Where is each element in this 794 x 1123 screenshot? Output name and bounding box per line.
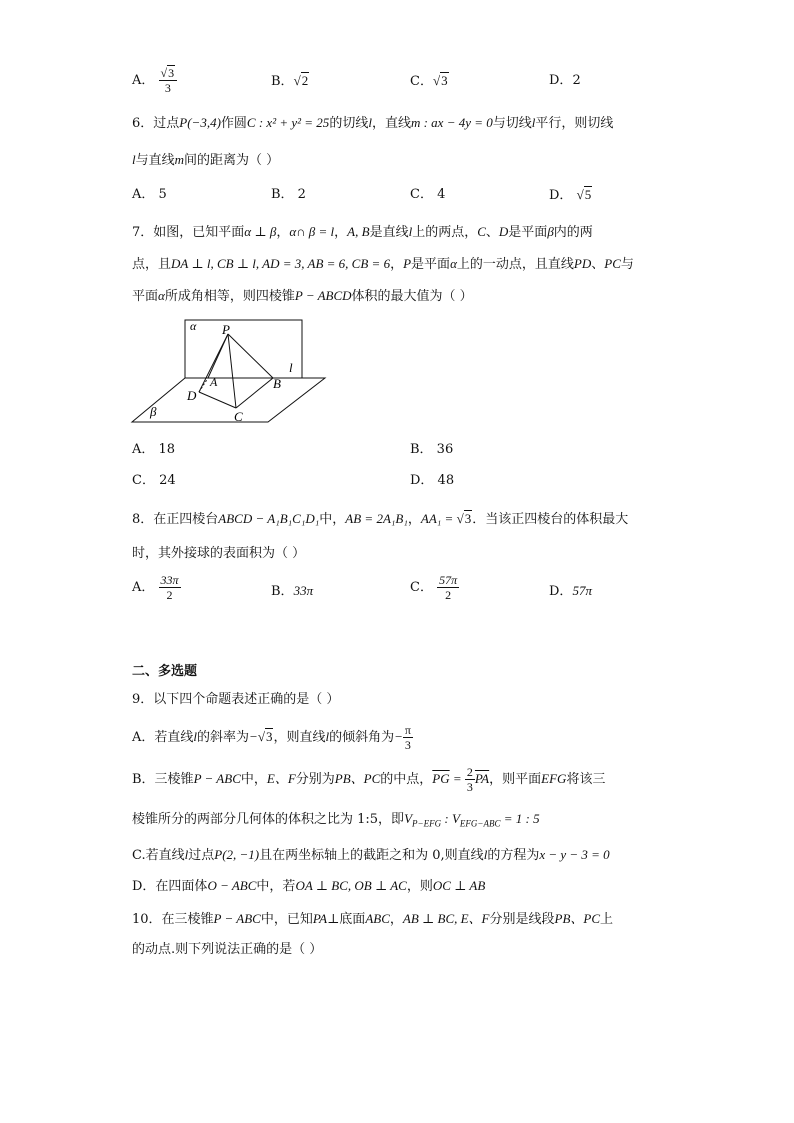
q7-option-b: B． 36 [410, 442, 454, 457]
label-C: C [234, 409, 243, 424]
q10-stem-line2: 的动点.则下列说法正确的是（ ） [132, 942, 323, 957]
section-title-multiple-choice: 二、多选题 [132, 664, 198, 679]
q8-option-a: A． $\frac{33\pi}{2}$ [132, 573, 179, 602]
q8-option-c: C． $\frac{57\pi}{2}$ [410, 573, 458, 602]
edge-DC [199, 392, 236, 408]
q5-option-d: D．2 [549, 73, 581, 88]
label-l: l [289, 360, 293, 375]
q9-option-d: D．在四面体O − ABC中，若OA ⊥ BC, OB ⊥ AC，则OC ⊥ AB [132, 878, 486, 894]
q7-option-c: C． 24 [132, 473, 176, 488]
edge-CB [236, 378, 273, 408]
label-alpha: α [190, 319, 197, 333]
q7-option-a: A． 18 [132, 442, 176, 457]
q6-stem-line2: l与直线m间的距离为（ ） [132, 152, 280, 168]
label-A: A [210, 375, 218, 389]
q9-option-a: A．若直线l的斜率为−√3，则直线l的倾斜角为− $\frac{\pi}{3}$ [132, 723, 411, 752]
q9-option-c: C.若直线l过点P(2, −1)且在两坐标轴上的截距之和为 0,则直线l的方程为x − y − 3 = 0 [132, 847, 610, 863]
q7-option-d: D． 48 [410, 473, 455, 488]
label-D: D [187, 388, 197, 403]
q5-option-c: C．√3 [410, 73, 448, 89]
q9-stem: 9．以下四个命题表述正确的是（ ） [132, 692, 340, 707]
label-beta: β [150, 404, 157, 419]
q5-a-fraction: $\frac{√3}{3}$ [159, 66, 178, 95]
plane-beta [132, 378, 325, 422]
q8-stem-line1: 8．在正四棱台ABCD − A₁B₁C₁D₁中，AB = 2A₁B₁，AA₁ = √3．当该正四棱台的体积最大 [132, 511, 629, 527]
q8-option-d: D．57π [549, 583, 592, 599]
label-B: B [273, 376, 281, 391]
q5-option-b: B．√2 [271, 73, 309, 89]
q8-stem-line2: 时，其外接球的表面积为（ ） [132, 546, 306, 561]
edge-PB [228, 334, 273, 378]
q7-stem-line2: 点，且DA ⊥ l, CB ⊥ l, AD = 3, AB = 6, CB = 6，P是平面α上的一动点，且直线PD、PC与 [132, 256, 634, 272]
q6-stem-line1: 6．过点P(−3,4)作圆C : x² + y² = 25的切线l，直线m : ax − 4y = 0与切线l平行，则切线 [132, 115, 614, 131]
q7-stem-line1: 7．如图，已知平面α ⊥ β，α∩ β = l，A, B是直线l上的两点，C、D是平面β内的两 [132, 224, 593, 240]
q6-option-b: B． 2 [271, 187, 306, 202]
q7-stem-line3: 平面α所成角相等，则四棱锥P − ABCD体积的最大值为（ ） [132, 288, 473, 304]
q6-option-c: C． 4 [410, 187, 446, 202]
label-P: P [222, 322, 230, 337]
q8-option-b: B．33π [271, 583, 314, 599]
q9-option-b-line1: B．三棱锥P − ABC中，E、F分别为PB、PC的中点，$\overline{PG}$ = $\frac{2}{3}$ $\overline{PA}$，则平面EFG将该三 [132, 765, 606, 794]
edge-PC [228, 334, 236, 408]
q10-stem-line1: 10．在三棱锥P − ABC中，已知PA⊥底面ABC，AB ⊥ BC, E、F分别是线段PB、PC上 [132, 911, 614, 927]
q5-option-a: A． $\frac{√3}{3}$ [132, 66, 177, 95]
q9-option-b-line2: 棱锥所分的两部分几何体的体积之比为 1:5，即$V_{P-EFG}$ : $V_{EFG-ABC} = 1$ : 5 [132, 811, 540, 829]
q6-option-d: D． √5 [549, 187, 592, 203]
q7-pyramid-figure [130, 316, 330, 428]
q6-option-a: A． 5 [132, 187, 167, 202]
